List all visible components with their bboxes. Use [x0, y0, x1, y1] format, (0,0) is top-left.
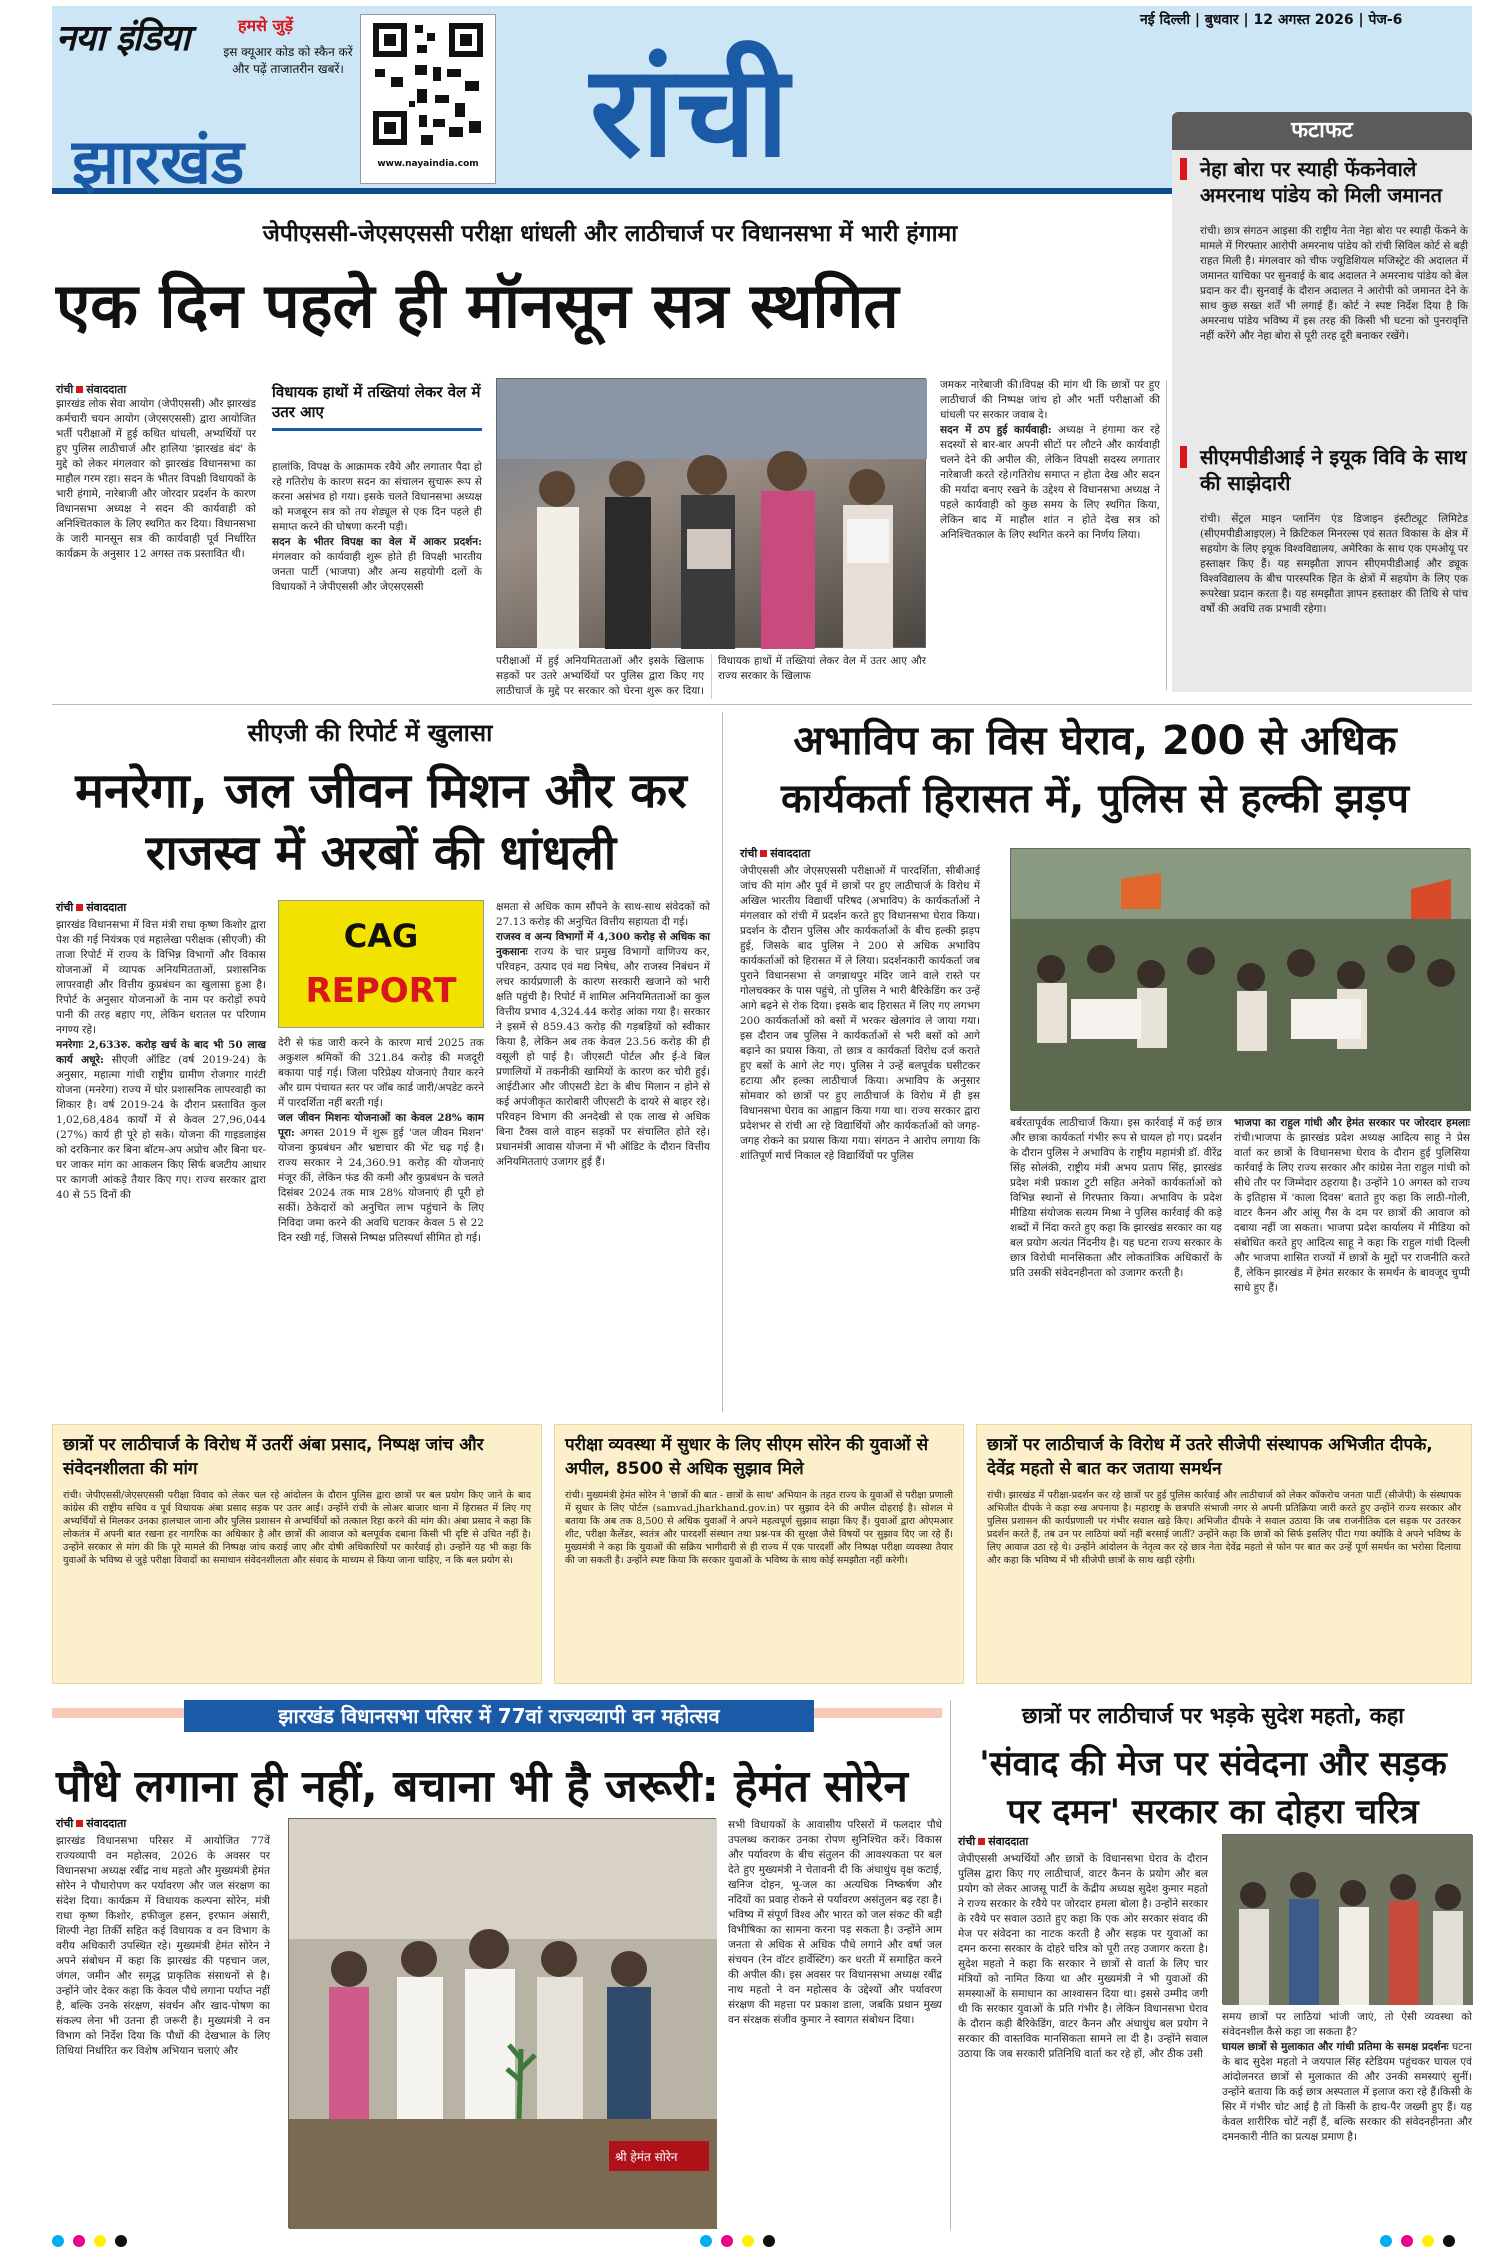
subhead: भाजपा का राहुल गांधी और हेमंत सरकार पर जोरदार हमलाः [1234, 1117, 1470, 1129]
column-rule [950, 1700, 951, 2230]
byline: रांची संवाददाता [56, 901, 127, 914]
cag-text: झारखंड विधानसभा में वित्त मंत्री राधा कृष्ण किशोर द्वारा पेश की गई नियंत्रक एवं महालेखा परीक्षक (सीएजी) की ताजा रिपोर्ट में राज्य के विभिन्न विभागों और विकास योजनाओं में व्यापक अनियमितताओं, प्रशासनिक लापरवाही और वित्तीय कुप्रबंधन का खुलासा हुआ है। रिपोर्ट के अनुसार योजनाओं के नाम पर करोड़ों रुपये पानी की तरह बहाए गए, लेकिन धरातल पर परिणाम नगण्य रहे। [56, 919, 266, 1036]
box-title[interactable]: छात्रों पर लाठीचार्ज के विरोध में उतरे सीजेपी संस्थापक अभिजीत दीपके, देवेंद्र महतो से बात कर जताया समर्थन [987, 1435, 1433, 1479]
lead-column [272, 460, 482, 595]
cag-text: अगस्त 2019 में शुरू हुई 'जल जीवन मिशन' योजना कुप्रबंधन और भ्रष्टाचार की भेंट चढ़ गई है। राज्य सरकार ने 24,360.91 करोड़ की योजनाएं मंजूर कीं, लेकिन फंड की कमी और कुप्रबंधन के चलते दिसंबर 2024 तक मात्र 28% योजनाएं ही पूरी हो सकीं। ठेकेदारों को अनुचित लाभ पहुंचाने के लिए निविदा जमा करने की अवधि घटाकर केवल 5 से 22 दिन रखी गई, जिससे निष्पक्ष प्रतिस्पर्धा सीमित हो गई। [278, 1127, 484, 1244]
black-dot-icon [1443, 2235, 1455, 2247]
abvp-text: रांची।भाजपा के झारखंड प्रदेश अध्यक्ष आदित्य साहू ने प्रेस वार्ता कर छात्रों के विधानसभा घेराव के दौरान हुई पुलिसिया कार्रवाई के लिए राज्य सरकार और कांग्रेस नेता राहुल गांधी को सीधे तौर पर जिम्मेदार ठहराया है। उन्होंने 10 अगस्त को राज्य के इतिहास में 'काला दिवस' बताते हुए कहा कि लाठी-गोली, वाटर कैनन और आंसू गैस के दम पर छात्रों की आवाज को दबाया नहीं जा सकता। भाजपा प्रदेश कार्यालय में मीडिया को संबोधित करते हुए आदित्य साहू ने कहा कि राहुल गांधी दिल्ली और भाजपा शासित राज्यों में छात्रों के मुद्दों पर राजनीति करते हैं, लेकिन झारखंड में हेमंत सरकार के समर्थन के बावजूद चुप्पी साधे हुए हैं। [1234, 1132, 1470, 1294]
fatafat-label: फटाफट [1172, 112, 1472, 150]
subhead: जल जीवन मिशनः योजनाओं का केवल 28% काम पूरा: [278, 1112, 484, 1139]
yellow-dot-icon [94, 2235, 106, 2247]
sudesh-text: घटना के बाद सुदेश महतो ने जयपाल सिंह स्टेडियम पहुंचकर घायल एवं आंदोलनरत छात्रों से मुलाकात की और उनकी समस्याएं सुनीं। उन्होंने बताया कि कई छात्र अस्पताल में इलाज करा रहे हैं।किसी के सिर में गंभीर चोट आई है तो किसी के हाथ-पैर जख्मी हुए हैं। यह केवल शारीरिक चोटें नहीं हैं, बल्कि सरकार की संवेदनहीनता और दमनकारी नीति का प्रत्यक्ष प्रमाण है। [1222, 2041, 1472, 2143]
red-marker-icon [1180, 158, 1187, 180]
cag-text: राज्य के चार प्रमुख विभागों वाणिज्य कर, परिवहन, उत्पाद एवं मद्य निषेध, और राजस्व निबंधन में लचर कार्यप्रणाली के कारण सरकारी खजाने को भारी क्षति पहुंची है। रिपोर्ट में शामिल अनियमितताओं का कुल वित्तीय प्रभाव 4,324.44 करोड़ आंका गया है। सरकार ने इसमें से 859.43 करोड़ की गड़बड़ियों को स्वीकार किया है, लेकिन अब तक केवल 23.56 करोड़ की ही वसूली हो पाई है। जीएसटी पोर्टल और ई-वे बिल प्रणालियों में तकनीकी खामियों के कारण कर चोरी हुई।आईटीआर और जीएसटी डेटा के बीच मिलान न होने से कई अपंजीकृत कारोबारी जीएसटी के दायरे से बाहर रहे। परिवहन विभाग की अनदेखी से एक लाख से अधिक बिना टैक्स वाले वाहन सड़कों पर संचालित होते रहे।प्रधानमंत्री आवास योजना में भी ऑडिट के दौरान वित्तीय अनियमितताएं उजागर हुई हैं। [496, 946, 710, 1168]
news-box [52, 1424, 542, 1684]
promo-text: इस क्यूआर कोड को स्कैन करें और पढ़ें ताजातरीन खबरें। [223, 45, 353, 76]
box-title[interactable]: परीक्षा व्यवस्था में सुधार के लिए सीएम सोरेन की युवाओं से अपील, 8500 से अधिक सुझाव मिले [565, 1435, 929, 1479]
cag-column [56, 918, 266, 1203]
sudesh-text: जेपीएससी अभ्यर्थियों और छात्रों के विधानसभा घेराव के दौरान पुलिस द्वारा किए गए लाठीचार्ज, वाटर कैनन के प्रयोग और बल प्रयोग को लेकर आजसू पार्टी के केंद्रीय अध्यक्ष सुदेश कुमार महतो ने राज्य सरकार के रवैये पर जोरदार हमला बोला है। उन्होंने सरकार के रवैये पर सवाल उठाते हुए कहा कि एक ओर सरकार संवाद की मेज पर संवेदना का नाटक करती है और सड़क पर युवाओं का दमन करना सरकार के दोहरे चरित्र को पूरी तरह उजागर करता है। सुदेश महतो ने कहा कि सरकार ने छात्रों से वार्ता के लिए चार मंत्रियों को नामित किया था और मुख्यमंत्री ने भी युवाओं की समस्याओं के समाधान का आश्वासन दिया था। इससे उम्मीद जगी थी कि सरकार युवाओं के प्रति गंभीर है। लेकिन विधानसभा घेराव के दौरान कड़ी बैरिकेडिंग, वाटर कैनन और अंधाधुंध बल प्रयोग ने सरकार की वास्तविक मानसिकता सामने ला दी है। उन्होंने सवाल उठाया कि जब सरकारी प्रतिनिधि वार्ता कर रहे हों, और ठीक उसी [958, 1853, 1208, 2060]
box-text: रांची। मुख्यमंत्री हेमंत सोरेन ने 'छात्रों की बात - छात्रों के साथ' अभियान के तहत राज्य के युवाओं से परीक्षा प्रणाली में सुधार के लिए पोर्टल (samvad.jharkhand.gov.in) पर सुझाव देने की अपील दोहराई है। सोशल मे बताया कि अब तक 8,500 से अधिक युवाओं ने अपने महत्वपूर्ण सुझाव साझा किए हैं। युवाओं द्वारा ओएमआर शीट, परीक्षा कैलेंडर, स्वतंत्र और पारदर्शी संस्थान तथा प्रश्न-पत्र की सुरक्षा जैसे विषयों पर सुझाव दिए जा रहे हैं। मुख्यमंत्री ने कहा कि युवाओं की सक्रिय भागीदारी से ही राज्य में एक पारदर्शी और निष्पक्ष परीक्षा व्यवस्था तैयार की जा सकती है। उन्होंने स्पष्ट किया कि सरकार युवाओं के भविष्य के साथ कोई समझौता नहीं करेगी। [565, 1490, 953, 1566]
section-rule [52, 704, 1472, 705]
byline: रांची संवाददाता [740, 847, 811, 860]
print-registration-marks [700, 2232, 779, 2251]
yellow-dot-icon [1422, 2235, 1434, 2247]
cag-headline[interactable]: मनरेगा, जल जीवन मिशन और कर राजस्व में अरबों की धांधली [75, 763, 687, 881]
sudesh-text: समय छात्रों पर लाठियां भांजी जाएं, तो ऐसी व्यवस्था को संवेदनशील कैसे कहा जा सकता है? [1222, 2011, 1472, 2038]
subhead: मनरेगाः 2,633रु. करोड़ खर्च के बाद भी 50 लाख कार्य अधूरे: [56, 1039, 266, 1066]
subhead: सदन के भीतर विपक्ष का वेल में आकर प्रदर्शन: [272, 536, 482, 548]
state-title: झारखंड [72, 125, 245, 198]
abvp-headline[interactable]: अभाविप का विस घेराव, 200 से अधिक कार्यकर्ता हिरासत में, पुलिस से हल्की झड़प [781, 718, 1409, 822]
byline: रांची संवाददाता [958, 1835, 1029, 1848]
fatafat-item-title[interactable]: सीएमपीडीआई ने इयूक विवि के साथ की साझेदारी [1200, 445, 1467, 495]
news-box [976, 1424, 1472, 1684]
box-text: रांची। जेपीएससी/जेएसएससी परीक्षा विवाद को लेकर चल रहे आंदोलन के दौरान पुलिस द्वारा छात्रों पर बल प्रयोग किए जाने के बाद कांग्रेस की राष्ट्रीय सचिव व पूर्व विधायक अंबा प्रसाद सड़क पर उतर आईं। उन्होंने रांची के लोअर बाजार थाना में हिरासत में लिए गए अभ्यर्थियों से मिलकर उनका हालचाल जाना और पुलिस प्रशासन से अभ्यर्थियों को तत्काल रिहा करने की मांग की। अंबा प्रसाद ने कहा कि लोकतंत्र में अपनी बात रखना हर नागरिक का अधिकार है और छात्रों की आवाज को बलपूर्वक दबाना किसी भी दृष्टि से उचित नहीं है। उन्होंने सरकार से मांग की कि पूरे मामले की निष्पक्ष जांच कराई जाए और दोषी अधिकारियों पर कार्रवाई हो। उन्होंने यह भी कहा कि युवाओं के भविष्य से जुड़े परीक्षा विवादों का समाधान संवेदनशीलता और संवाद के माध्यम से किया जाना चाहिए, न कि बल प्रयोग से। [63, 1490, 531, 1566]
cag-text: सीएजी ऑडिट (वर्ष 2019-24) के अनुसार, महात्मा गांधी राष्ट्रीय ग्रामीण रोजगार गारंटी योजना (मनरेगा) राज्य में घोर प्रशासनिक लापरवाही का शिकार है। वर्ष 2019-24 के दौरान प्रस्तावित कुल 1,02,68,484 कार्यों में से केवल 27,96,044 (27%) कार्य ही पूरे हो सके। योजना की गाइडलाइंस को दरकिनार कर बिना बॉटम-अप अप्रोच और बिना घर-घर जाकर मांग का आकलन किए सिर्फ बजटीय आधार पर कागजी आंकड़े तैयार किए गए। राज्य सरकार द्वारा 40 से 55 दिनों की [56, 1054, 267, 1201]
abvp-text: जेपीएससी और जेएसएससी परीक्षाओं में पारदर्शिता, सीबीआई जांच की मांग और पूर्व में छात्रों पर हुए लाठीचार्ज के विरोध में अखिल भारतीय विद्यार्थी परिषद (अभाविप) के कार्यकर्ताओं ने मंगलवार को रांची में प्रदर्शन करते हुए विधानसभा घेराव किया। प्रदर्शन के दौरान पुलिस और कार्यकर्ताओं के बीच हल्की झड़प हुई, जिसके बाद पुलिस ने 200 से अधिक अभाविप कार्यकर्ताओं को हिरासत में ले लिया। प्रदर्शनकारी कार्यकर्ता जब पुराने विधानसभा से जगन्नाथपुर मंदिर जाने वाले रास्ते पर गोलचक्कर के पास पहुंचे, तो पुलिस ने भारी बैरिकेडिंग कर उन्हें आगे बढ़ने से रोक दिया। इसके बाद हिरासत में लिए गए लगभग 200 कार्यकर्ताओं को बसों में भरकर खेलगांव ले जाया गया। इस दौरान जब पुलिस ने कार्यकर्ताओं से भरी बसों को आगे बढ़ाने का प्रयास किया, तो छात्र व कार्यकर्ता विरोध दर्ज कराते हुए बसों के आगे लेट गए। पुलिस ने उन्हें बलपूर्वक घसीटकर हटाया और हल्का लाठीचार्ज किया। अभाविप के अनुसार सोमवार को छात्रों पर हुए लाठीचार्ज के विरोध में ही इस विधानसभा घेराव का आह्वान किया गया था। राज्य सरकार द्वारा प्रदेशभर से रांची आ रहे विद्यार्थियों और कार्यकर्ताओं को जगह-जगह रोकने का प्रयास किया गया। संगठन ने आरोप लगाया कि शांतिपूर्ण मार्च निकाल रहे विद्यार्थियों पर पुलिस [740, 865, 980, 1162]
abvp-protest-photo [1010, 848, 1470, 1110]
lead-text: जमकर नारेबाजी की।विपक्ष की मांग थी कि छात्रों पर हुए लाठीचार्ज की निष्पक्ष जांच हो और भर्ती परीक्षाओं की धांधली पर सरकार जवाब दे। [940, 379, 1160, 421]
cag-logo-line2: REPORT [305, 971, 457, 1011]
promo-heading: हमसे जुड़ें [238, 16, 293, 35]
subhead: घायल छात्रों से मुलाकात और गांधी प्रतिमा के समक्ष प्रदर्शनः [1222, 2041, 1449, 2053]
magenta-dot-icon [721, 2235, 733, 2247]
city-title: रांची [590, 38, 791, 185]
cyan-dot-icon [700, 2235, 712, 2247]
box-text: रांची। झारखंड में परीक्षा-प्रदर्शन कर रहे छात्रों पर हुई पुलिस कार्रवाई और लाठीचार्ज को लेकर कॉकरोच जनता पार्टी (सीजेपी) के संस्थापक अभिजीत दीपके ने कड़ा रुख अपनाया है। महाराष्ट्र के छत्रपति संभाजी नगर से अपनी प्रतिक्रिया जारी करते हुए उन्होंने राज्य सरकार और पुलिस प्रशासन की कार्यप्रणाली पर गंभीर सवाल खड़े किए। अभिजीत दीपके ने सवाल उठाया कि जब राजनीतिक दल सड़क पर उतरकर प्रदर्शन करते हैं, तब उन पर लाठियां क्यों नहीं बरसाई जातीं? उन्होंने कहा कि छात्रों को सिर्फ इसलिए पीटा गया क्योंकि वे अपने भविष्य के लिए आवाज उठा रहे थे। उन्होंने आंदोलन के नेतृत्व कर रहे छात्र नेता देवेंद्र महतो से फोन पर बात कर उन्हें पूर्ण समर्थन का भरोसा दिलाया और कहा कि भविष्य में भी सीजेपी छात्रों के साथ खड़ी रहेगी। [987, 1490, 1461, 1566]
byline: रांची संवाददाता [56, 383, 127, 396]
lead-kicker: जेपीएससी-जेएसएससी परीक्षा धांधली और लाठीचार्ज पर विधानसभा में भारी हंगामा [262, 221, 958, 247]
cag-logo-line1: CAG [343, 917, 419, 955]
red-marker-icon [1180, 446, 1187, 468]
yellow-dot-icon [742, 2235, 754, 2247]
lead-text: हालांकि, विपक्ष के आक्रामक रवैये और लगातार पैदा हो रहे गतिरोध के कारण सदन का संचालन सुचारू रूप से करना असंभव हो गया। इसके चलते विधानसभा अध्यक्ष को मजबूरन सत्र को तय शेड्यूल से एक दिन पहले ही समाप्त करने की घोषणा करनी पड़ी। [272, 461, 482, 533]
pull-quote: विधायक हाथों में तख्तियां लेकर वेल में उतर आए [272, 382, 482, 431]
qr-url: www.nayaindia.com [377, 159, 479, 169]
cag-kicker: सीएजी की रिपोर्ट में खुलासा [247, 719, 493, 747]
print-registration-marks [1380, 2232, 1459, 2251]
publication-logo: नया इंडिया [56, 18, 190, 59]
abvp-column [1234, 1116, 1470, 1296]
van-headline[interactable]: पौधे लगाना ही नहीं, बचाना भी है जरूरी: हेमंत सोरेन [56, 1761, 908, 1812]
van-kicker: झारखंड विधानसभा परिसर में 77वां राज्यव्यापी वन महोत्सव [184, 1700, 814, 1732]
column-rule [1166, 380, 1167, 690]
pull-quote-box [272, 382, 482, 439]
sudesh-headline[interactable]: 'संवाद की मेज पर संवेदना और सड़क पर दमन' सरकार का दोहरा चरित्र [979, 1744, 1447, 1832]
qr-code[interactable] [360, 14, 496, 184]
lead-headline[interactable]: एक दिन पहले ही मॉनसून सत्र स्थगित [56, 269, 899, 342]
lead-column [940, 378, 1160, 543]
column-rule [722, 712, 723, 1412]
lead-column [56, 382, 256, 562]
van-text: झारखंड विधानसभा परिसर में आयोजित 77वें राज्यव्यापी वन महोत्सव, 2026 के अवसर पर विधानसभा अध्यक्ष रबींद्र नाथ महतो और मुख्यमंत्री हेमंत सोरेन ने पौधारोपण कर पर्यावरण और जल संरक्षण का संदेश दिया। कार्यक्रम में विधायक कल्पना सोरेन, मंत्री राधा कृष्ण किशोर, हफीजुल हसन, इरफान अंसारी, शिल्पी नेहा तिर्की सहित कई विधायक व वन विभाग के वरीय अधिकारी उपस्थित रहे। मुख्यमंत्री हेमंत सोरेन ने अपने संबोधन में कहा कि झारखंड की पहचान जल, जंगल, जमीन और समृद्ध प्राकृतिक संसाधनों से है। उन्होंने जोर देकर कहा कि केवल पौधे लगाना पर्याप्त नहीं है, बल्कि उनके संरक्षण, संवर्धन और खाद-पोषण का संकल्प लेना भी उतना ही जरूरी है। मुख्यमंत्री ने वन विभाग को निर्देश दिया कि पौधों की देखभाल के लिए तिथियां निर्धारित कर विशेष अभियान चलाएं और [56, 1835, 270, 2057]
sudesh-kicker: छात्रों पर लाठीचार्ज पर भड़के सुदेश महतो, कहा [1021, 1704, 1404, 1729]
cyan-dot-icon [52, 2235, 64, 2247]
black-dot-icon [115, 2235, 127, 2247]
plantation-photo [288, 1818, 716, 2228]
dateline: नई दिल्ली | बुधवार | 12 अगस्त 2026 | पेज-6 [1140, 12, 1403, 28]
cag-column [278, 1036, 484, 1246]
fatafat-item-text: रांची। छात्र संगठन आइसा की राष्ट्रीय नेता नेहा बोरा पर स्याही फेंकने के मामले में गिरफ्तार आरोपी अमरनाथ पांडेय को रांची सिविल कोर्ट से बड़ी राहत मिली है। मंगलवार को चीफ ज्यूडिशियल मजिस्ट्रेट की अदालत में जमानत याचिका पर सुनवाई के बाद अदालत ने अमरनाथ पांडेय को बेल प्रदान कर दी। सुनवाई के दौरान अदालत ने आरोपी को जमानत देने के साथ कुछ सख्त शर्तें भी लगाई हैं। कोर्ट ने स्पष्ट निर्देश दिया है कि अमरनाथ पांडेय भविष्य में इस तरह की किसी भी घटना को पुनरावृत्ति नहीं करेंगे और नेहा बोरा से पूरी तरह दूरी बनाकर रखेंगे। [1200, 225, 1468, 342]
byline: रांची संवाददाता [56, 1817, 127, 1830]
assembly-protest-photo [496, 378, 926, 648]
cyan-dot-icon [1380, 2235, 1392, 2247]
fatafat-item-title[interactable]: नेहा बोरा पर स्याही फेंकनेवाले अमरनाथ पांडेय को मिली जमानत [1200, 157, 1443, 207]
box-title[interactable]: छात्रों पर लाठीचार्ज के विरोध में उतरीं अंबा प्रसाद, निष्पक्ष जांच और संवेदनशीलता की मांग [63, 1435, 484, 1479]
cag-report-logo [278, 900, 484, 1028]
lead-text: अध्यक्ष ने हंगामा कर रहे सदस्यों से बार-बार अपनी सीटों पर लौटने और कार्यवाही चलने देने की अपील की, लेकिन विपक्षी सदस्य लगातार नारेबाजी करते रहे।गतिरोध समाप्त न होता देख और सदन की मर्यादा बनाए रखने के उद्देश्य से विधानसभा अध्यक्ष ने पहले कार्यवाही को कुछ समय के लिए स्थगित किया, लेकिन बाद में माहौल शांत न होते देख सत्र को अनिश्चितकाल के लिए स्थगित करने का निर्णय लिया। [940, 424, 1160, 541]
black-dot-icon [763, 2235, 775, 2247]
subhead: राजस्व व अन्य विभागों में 4,300 करोड़ से अधिक का नुकसानः [496, 931, 710, 958]
qr-code-icon [361, 15, 495, 155]
cag-column [496, 900, 710, 1170]
lead-text: मंगलवार को कार्यवाही शुरू होते ही विपक्षी भारतीय जनता पार्टी (भाजपा) और अन्य सहयोगी दलों के विधायकों ने जेपीएससी और जेएसएससी [272, 551, 482, 593]
news-box [554, 1424, 964, 1684]
cag-text: क्षमता से अधिक काम सौंपने के साथ-साथ संवेदकों को 27.13 करोड़ की अनुचित वित्तीय सहायता दी गई। [496, 901, 710, 928]
magenta-dot-icon [1401, 2235, 1413, 2247]
sudesh-column [1222, 2010, 1472, 2145]
sudesh-meeting-photo [1222, 1834, 1472, 2004]
lead-text: झारखंड लोक सेवा आयोग (जेपीएससी) और झारखंड कर्मचारी चयन आयोग (जेएसएससी) द्वारा आयोजित भर्ती परीक्षाओं में हुई कथित धांधली, अभ्यर्थियों पर हुए पुलिस लाठीचार्ज और हालिया 'झारखंड बंद' के मुद्दे को लेकर मंगलवार को झारखंड विधानसभा का माहौल गरम रहा। सदन के भीतर विपक्षी विधायकों के भारी हंगामे, नारेबाजी और जोरदार प्रदर्शन के कारण विधानसभा अध्यक्ष ने सदन की कार्यवाही को अनिश्चितकाल के लिए स्थगित कर दिया। विधानसभा के जारी मानसून सत्र की कार्यवाही पूर्व निर्धारित कार्यक्रम के अनुसार 12 अगस्त तक प्रस्तावित थी। [56, 398, 256, 560]
subhead: सदन में ठप हुई कार्यवाही: [940, 424, 1052, 436]
photo-caption-label: श्री हेमंत सोरेन [615, 2150, 678, 2164]
cag-text: देरी से फंड जारी करने के कारण मार्च 2025 तक अकुशल श्रमिकों की 321.84 करोड़ की मजदूरी बकाया पाई गई। जिला परिप्रेक्ष्य योजनाएं तैयार करने और ग्राम पंचायत स्तर पर जॉब कार्ड जारी/अपडेट करने में पारदर्शिता नहीं बरती गई। [278, 1037, 484, 1109]
lead-text: परीक्षाओं में हुई अनियमितताओं और इसके खिलाफ सड़कों पर उतरे अभ्यर्थियों पर पुलिस द्वारा किए गए लाठीचार्ज के मुद्दे पर सरकार को घेरना शुरू कर दिया। विधायक हाथों में तख्तियां लेकर वेल में उतर आए और राज्य सरकार के खिलाफ [496, 655, 926, 697]
abvp-text: बर्बरतापूर्वक लाठीचार्ज किया। इस कार्रवाई में कई छात्र और छात्रा कार्यकर्ता गंभीर रूप से घायल हो गए। प्रदर्शन के दौरान पुलिस ने अभाविप के राष्ट्रीय महामंत्री डॉ. वीरेंद्र सिंह सोलंकी, राष्ट्रीय मंत्री अभय प्रताप सिंह, झारखंड प्रदेश मंत्री प्रकाश टुटी सहित अनेकों कार्यकर्ताओं को विभिन्न स्थानों से गिरफ्तार किया। अभाविप के प्रदेश मीडिया संयोजक सत्यम मिश्रा ने पुलिस कार्रवाई की कड़े शब्दों में निंदा करते हुए कहा कि झारखंड सरकार का यह बल प्रयोग अत्यंत निंदनीय है। यह घटना राज्य सरकार के छात्र विरोधी मानसिकता और लोकतांत्रिक अधिकारों के प्रति उसकी संवेदनहीनता को उजागर करती है। [1010, 1117, 1222, 1279]
fatafat-item-text: रांची। सेंट्रल माइन प्लानिंग एंड डिजाइन इंस्टीट्यूट लिमिटेड (सीएमपीडीआइएल) ने क्रिटिकल मिनरल्स एवं सतत विकास के क्षेत्र में सहयोग के लिए इयूक विश्वविद्यालय, अमेरिका के साथ एक एमओयू पर हस्ताक्षर किए हैं। यह समझौता ज्ञापन सीएमपीडीआई और ड्यूक विश्वविद्यालय के बीच पारस्परिक हित के क्षेत्रों में सहयोग के लिए एक रूपरेखा प्रदान करता है। यह समझौता ज्ञापन हस्ताक्षर की तिथि से पांच वर्षों की अवधि तक प्रभावी रहेगा। [1200, 513, 1468, 615]
van-text: सभी विधायकों के आवासीय परिसरों में फलदार पौधे उपलब्ध कराकर उनका रोपण सुनिश्चित करें। विकास और पर्यावरण के बीच संतुलन की आवश्यकता पर बल देते हुए मुख्यमंत्री ने चेतावनी दी कि अंधाधुंध वृक्ष कटाई, खनिज दोहन, भू-जल का अत्यधिक निष्कर्षण और नदियों का प्रवाह रोकने से पर्यावरण असंतुलन बढ़ रहा है। भविष्य में संपूर्ण विश्व और भारत को जल संकट की बड़ी विभीषिका का सामना करना पड़ सकता है। उन्होंने आम जनता से अधिक से अधिक पौधे लगाने और वर्षा जल संचयन (रेन वॉटर हार्वेस्टिंग) कर धरती में समाहित करने की अपील की। इस अवसर पर विधानसभा अध्यक्ष रबींद्र नाथ महतो ने वन महोत्सव के उद्देश्यों और पर्यावरण संरक्षण की महत्ता पर प्रकाश डाला, जबकि प्रधान मुख्य वन संरक्षक संजीव कुमार ने स्वागत संबोधन दिया। [728, 1819, 942, 2026]
magenta-dot-icon [73, 2235, 85, 2247]
